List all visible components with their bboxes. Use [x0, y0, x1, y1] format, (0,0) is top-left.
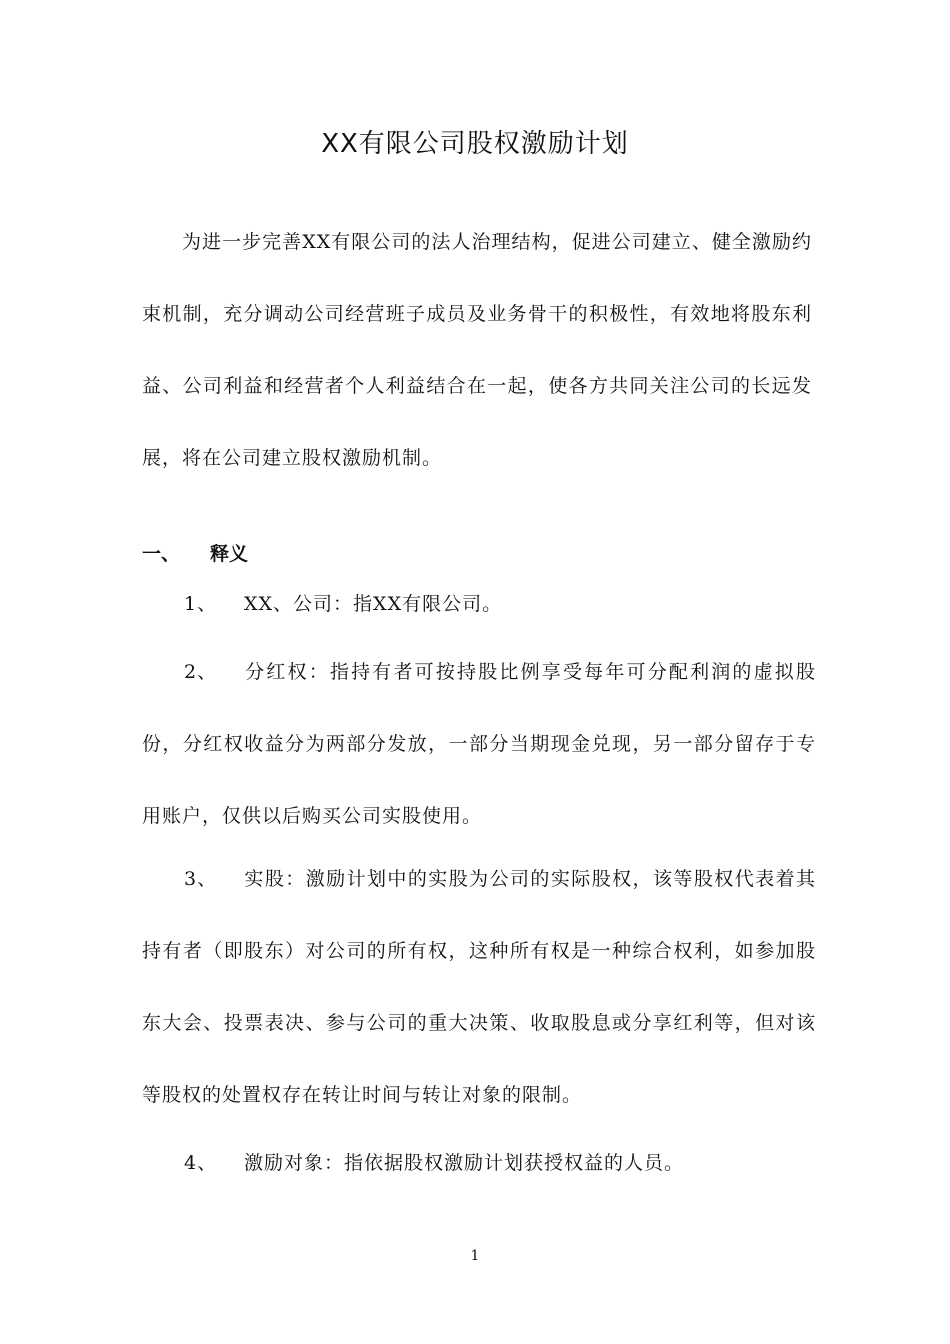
section-heading — [142, 536, 812, 572]
item-text: XX、公司：指XX有限公司。 — [244, 593, 503, 615]
item-text: 分红权：指持有者可按持股比例享受每年可分配利润的虚拟股份，分红权收益分为两部分发放，一部分当期现金兑现，另一部分留存于专用账户，仅供以后购买公司实股使用。 — [142, 661, 816, 827]
item-number: 1、 — [184, 593, 218, 615]
item-number: 3、 — [184, 868, 218, 890]
intro-paragraph: 为进一步完善XX有限公司的法人治理结构，促进公司建立、健全激励约束机制，充分调动公司经营班子成员及业务骨干的积极性，有效地将股东利益、公司利益和经营者个人利益结合在一起，使各方共同关注公司的长远发展，将在公司建立股权激励机制。 — [142, 231, 812, 469]
item-number: 4、 — [184, 1152, 218, 1174]
document-title: XX有限公司股权激励计划 — [321, 129, 629, 159]
item-text: 实股：激励计划中的实股为公司的实际股权，该等股权代表着其持有者（即股东）对公司的所有权，这种所有权是一种综合权利，如参加股东大会、投票表决、参与公司的重大决策、收取股息或分享红利等，但对该等股权的处置权存在转让时间与转让对象的限制。 — [142, 868, 816, 1106]
item-number: 2、 — [184, 661, 218, 683]
section-title: 释义 — [210, 543, 249, 565]
definition-item — [142, 636, 816, 852]
item-text: 激励对象：指依据股权激励计划获授权益的人员。 — [244, 1152, 685, 1174]
section-number: 一、 — [142, 543, 181, 565]
definition-item — [142, 568, 816, 640]
page-number: 1 — [470, 1248, 480, 1264]
definition-item — [142, 843, 816, 1131]
definition-item — [142, 1127, 816, 1199]
